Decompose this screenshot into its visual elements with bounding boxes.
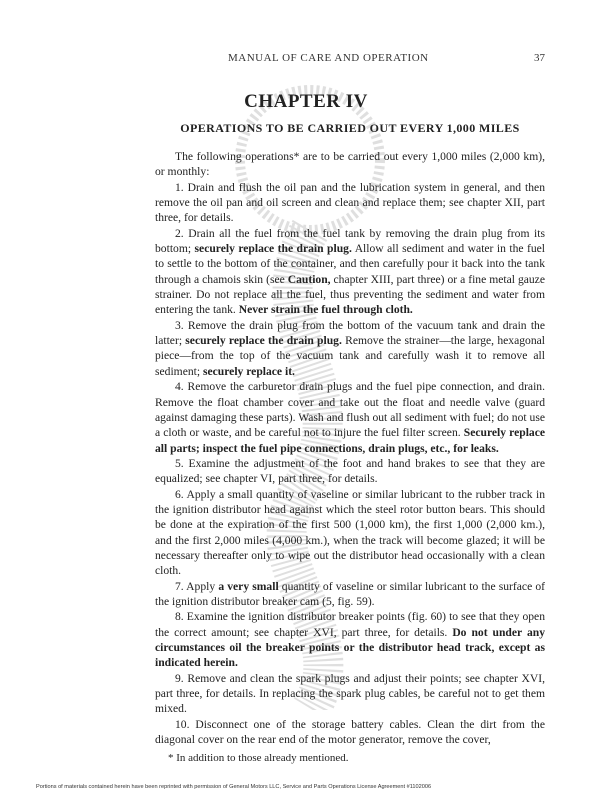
page-header (155, 52, 545, 64)
copyright-footer: Portions of materials contained herein have been reprinted with permission of General Motors LLC, Service and Parts Operations License Agreement #1102006 (36, 784, 432, 791)
emphasis-text: a very small (218, 579, 279, 593)
operation-item (155, 579, 545, 610)
emphasis-text: securely replace it. (202, 364, 295, 378)
paragraph-text: Allow all sediment and water in the fuel to settle to the bottom of the container, and then carefully pour it back into the tank through a chamois skin (see (155, 242, 545, 286)
text-column (36, 149, 546, 791)
operation-item (155, 379, 545, 456)
operation-item (155, 717, 545, 748)
paragraph-text: 2. Drain all the fuel from the fuel tank by removing the drain plug from its bottom; (155, 226, 545, 256)
paragraph-text: 4. Remove the carburetor drain plugs and the fuel pipe connection, and drain. Remove the float chamber cover and take out the float and needle valve (guard against damaging these parts). Wash and flush out all sediment with fuel; do not use a cloth or waste, and be careful not to injure the fuel filter screen. (155, 380, 545, 440)
page-number: 37 (534, 52, 545, 64)
operation-item (155, 609, 545, 670)
operation-item (155, 180, 545, 226)
paragraph-text: 1. Drain and flush the oil pan and the lubrication system in general, and then remove the oil pan and oil screen and clean and replace them; see chapter XII, part three, for details. (155, 180, 545, 225)
paragraph-text: 9. Remove and clean the spark plugs and adjust their points; see chapter XVI, part three, for details. In replacing the spark plug cables, be careful not to get them mixed. (155, 671, 545, 716)
paragraph-text: 10. Disconnect one of the storage battery cables. Clean the dirt from the diagonal cover on the rear end of the motor generator, remove the cover, (155, 717, 545, 747)
emphasis-text: Caution, (287, 272, 331, 286)
paragraph-text: quantity of vaseline or similar lubricant to the surface of the ignition distributor breaker cam (5, fig. 59). (155, 579, 546, 608)
paragraph-text: 6. Apply a small quantity of vaseline or similar lubricant to the rubber track in the ignition distributor head against which the steel rotor button bears. This should be done at the expiration of the first 500 (1,000 km), the first 1,000 (2,000 km.), and the first 2,000 miles (4,000 km.), when the track will become glazed; it will be necessary thereafter only to wipe out the distributor head occasionally with a clean cloth. (155, 487, 545, 578)
operation-item (155, 456, 545, 487)
emphasis-text: securely replace the drain plug. (185, 334, 342, 348)
operation-item (155, 318, 545, 379)
operation-item (155, 671, 545, 717)
paragraph-text: Remove the strainer—the large, hexagonal piece—from the top of the vacuum tank and carefully wash it to remove all sediment; (155, 334, 545, 378)
section-title: OPERATIONS TO BE CARRIED OUT EVERY 1,000 MILES (180, 121, 520, 135)
paragraph-text: 8. Examine the ignition distributor breaker points (fig. 60) to see that they open the correct amount; see chapter XVI, part three, for details. (155, 610, 545, 639)
footnote: * In addition to those already mentioned. (168, 752, 349, 765)
emphasis-text: Securely replace all parts; inspect the fuel pipe connections, drain plugs, etc., for leaks. (155, 426, 546, 455)
paragraph-text: The following operations* are to be carried out every 1,000 miles (2,000 km), or monthly: (155, 150, 545, 179)
emphasis-text: securely replace the drain plug. (194, 242, 352, 256)
body-text (155, 149, 545, 747)
paragraph-text: chapter XIII, part three) or a fine metal gauze strainer. Do not replace all the fuel, thus preventing the sediment and water from entering the tank. (155, 272, 545, 317)
emphasis-text: Never strain the fuel through cloth. (238, 303, 413, 317)
paragraph-text: 5. Examine the adjustment of the foot and hand brakes to see that they are equalized; see chapter VI, part three, for details. (155, 456, 545, 486)
paragraph-text: 3. Remove the drain plug from the bottom of the vacuum tank and drain the latter; (155, 318, 545, 348)
running-header: MANUAL OF CARE AND OPERATION (228, 52, 429, 64)
paragraph-text: 7. Apply (175, 579, 219, 593)
intro-paragraph (155, 149, 545, 180)
chapter-title: CHAPTER IV (244, 91, 368, 112)
operation-item (155, 226, 545, 318)
operation-item (155, 487, 545, 579)
emphasis-text: Do not under any circumstances oil the breaker points or the distributor head track, except as indicated herein. (155, 625, 545, 670)
